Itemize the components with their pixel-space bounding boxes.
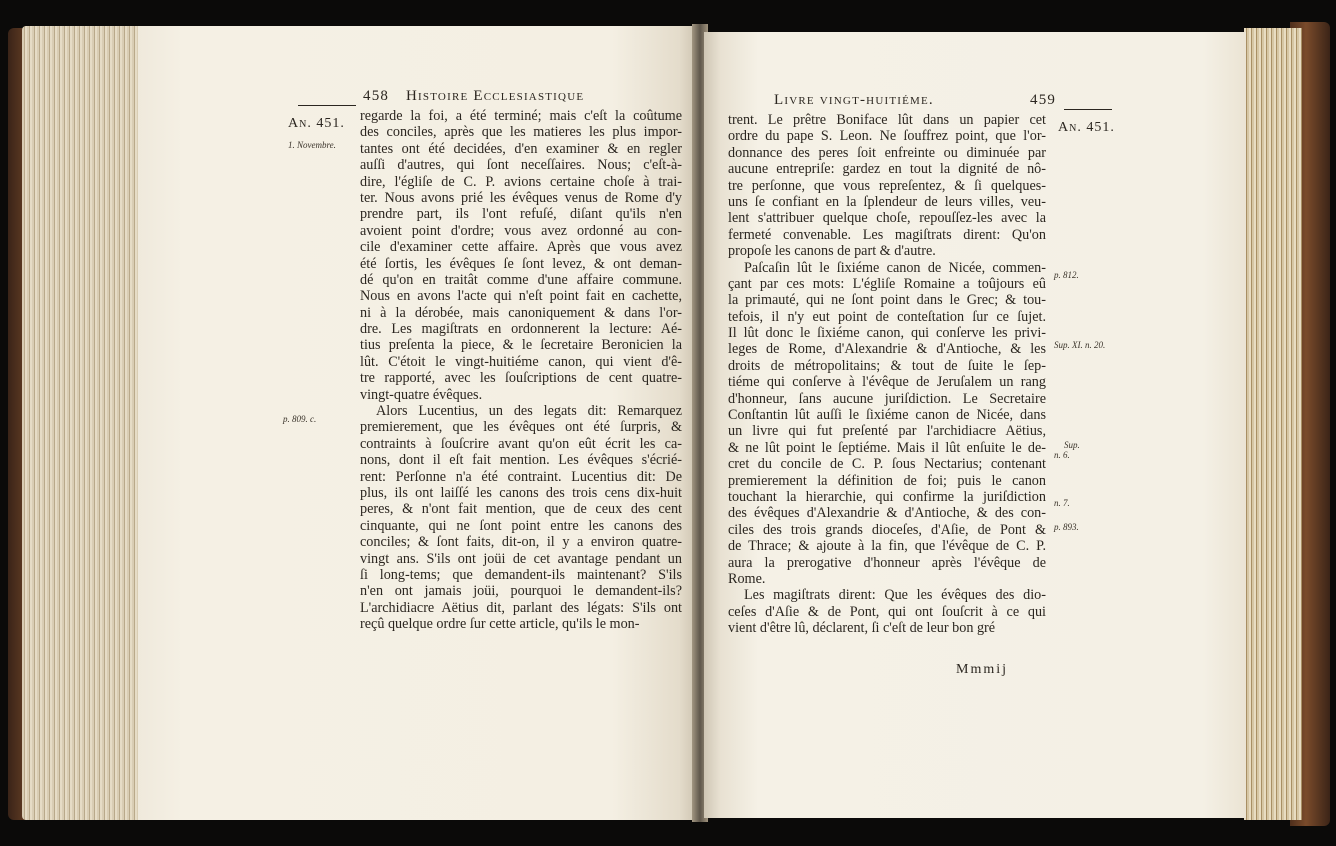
text-line: Conſtantin lût auſſi le ſixiéme canon de Nicée, dans xyxy=(728,407,1046,424)
text-line: aura la prerogative d'honneur après l'évêque de xyxy=(728,554,1046,571)
right-page xyxy=(704,32,1246,818)
text-line: des évêques d'Alexandrie & d'Antioche, & des con- xyxy=(728,505,1046,522)
text-line: ceſes d'Aſie & de Pont, qui ont ſouſcrit à ce qui xyxy=(728,603,1046,620)
margin-rule xyxy=(298,105,356,106)
left-page xyxy=(138,26,696,820)
text-line: trent. Le prêtre Boniface lût dans un papier cet xyxy=(728,112,1046,128)
text-line: dé qu'on en traitât comme d'une affaire commune. xyxy=(360,271,682,288)
text-line: ni à la dérobée, mais canoniquement & dans l'or- xyxy=(360,304,682,321)
left-running-title: Histoire Ecclesiastique xyxy=(406,88,585,104)
text-line: été ſortis, les évêques ſe ſont levez, & ont deman- xyxy=(360,255,682,272)
text-line: tius preſenta la piece, & le ſecretaire Beronicien la xyxy=(360,337,682,354)
right-margin-note-1: p. 812. xyxy=(1054,270,1079,280)
text-line: tiéme qui conſerve à l'évêque de Jeruſalem un rang xyxy=(728,374,1046,391)
right-margin-note-4: n. 6. xyxy=(1054,450,1070,460)
text-line: prendre part, ils l'ont refuſé, diſant qu'ils n'en xyxy=(360,206,682,223)
text-line: droits de métropolitains; & tout de ſuite le ſep- xyxy=(728,357,1046,374)
text-line: n'en ont jamais joüi, pourquoi le demandent-ils? xyxy=(360,583,682,600)
left-page-text xyxy=(360,108,682,633)
right-page-edges xyxy=(1244,28,1302,820)
text-line: regarde la foi, a été terminé; mais c'eſt la coûtume xyxy=(360,108,682,124)
text-line: lût. C'étoit le vingt-huitiéme canon, qui vient d'ê- xyxy=(360,353,682,370)
right-running-title: Livre vingt-huitiéme. xyxy=(774,92,934,108)
right-margin-year: An. 451. xyxy=(1058,120,1115,135)
left-margin-year: An. 451. xyxy=(288,116,345,131)
text-line: Les magiſtrats dirent: Que les évêques des dio- xyxy=(744,587,1046,604)
text-line: contraints à ſouſcrire avant qu'on eût écrit les ca- xyxy=(360,435,682,452)
text-line: ordre du pape S. Leon. Ne ſouffrez point, que l'or- xyxy=(728,128,1046,145)
left-margin-date: 1. Novembre. xyxy=(288,140,336,150)
text-line: Paſcaſin lût le ſixiéme canon de Nicée, commen- xyxy=(744,259,1046,276)
text-line: un livre qui fut preſenté par l'archidiacre Aëtius, xyxy=(728,423,1046,440)
left-margin-ref: p. 809. c. xyxy=(283,414,317,424)
text-line: çant par ces mots: L'égliſe Romaine a toûjours eû xyxy=(728,275,1046,292)
text-line: des conciles, après que les matieres les plus impor- xyxy=(360,124,682,141)
text-line: plus, ils ont laiſſé les canons des trois cens dix-huit xyxy=(360,484,682,501)
text-line: ſi long-tems; que demandent-ils maintenant? S'ils xyxy=(360,566,682,583)
text-line: dire, l'égliſe de C. P. avions certaine choſe à trai- xyxy=(360,173,682,190)
text-line: vient d'être lû, déclarent, ſi c'eſt de leur bon gré xyxy=(728,620,996,637)
text-line: tre rapporté, avec les ſouſcriptions de cent quatre- xyxy=(360,370,682,387)
text-line: tefois, il n'y eut point de conteſtation ſur ce ſujet. xyxy=(728,308,1046,325)
text-line: auſſi d'autres, qui ſont neceſſaires. Nous; c'eſt-à- xyxy=(360,157,682,174)
text-line: vingt-quatre évêques. xyxy=(360,386,483,403)
text-line: Alors Lucentius, un des legats dit: Remarquez xyxy=(376,403,682,420)
text-line: de Thrace; & ajoute à la fin, que l'évêque de C. P. xyxy=(728,538,1046,555)
text-line: Nous en avons l'acte qui n'eſt point fait en cachette, xyxy=(360,288,682,305)
text-line: Rome. xyxy=(728,570,766,587)
text-line: tre perſonne, que vous repreſentez, & ſi quelques- xyxy=(728,177,1046,194)
text-line: d'honneur, ſans aucune juriſdiction. Le Secretaire xyxy=(728,390,1046,407)
text-line: cret du concile de C. P. ſous Nectarius; contenant xyxy=(728,456,1046,473)
text-line: lent s'attribuer quelque choſe, repouſſez-les avec la xyxy=(728,210,1046,227)
text-line: premierement la définition de foi; puis le canon xyxy=(728,472,1046,489)
right-margin-note-3: Sup. xyxy=(1064,440,1080,450)
left-page-number: 458 xyxy=(363,88,390,104)
right-page-number: 459 xyxy=(1030,92,1057,108)
text-line: vingt ans. S'ils ont joüi de cet avantage pendant un xyxy=(360,550,682,567)
text-line: ter. Nous avons prié les évêques venus de Rome d'y xyxy=(360,189,682,206)
text-line: fermeté convenable. Les magiſtrats dirent: Qu'on xyxy=(728,226,1046,243)
text-line: premierement, que les évêques ont été ſurpris, & xyxy=(360,419,682,436)
text-line: touchant la hierarchie, qui confirme la juriſdiction xyxy=(728,488,1046,505)
text-line: propoſe les canons de part & d'autre. xyxy=(728,243,936,260)
text-line: rent: Perſonne n'a été contraint. Lucentius dit: De xyxy=(360,468,682,485)
text-line: & ne lût point le ſeptiéme. Mais il lût enſuite le de- xyxy=(728,439,1046,456)
text-line: conciles; & ſont faits, dit-on, il y a environ quatre- xyxy=(360,534,682,551)
text-line: ciles des trois grands dioceſes, d'Aſie, de Pont & xyxy=(728,521,1046,538)
text-line: tantes ont été decidées, d'en examiner & en regler xyxy=(360,140,682,157)
text-line: reçû quelque ordre ſur cette article, qu'ils le mon- xyxy=(360,616,640,633)
text-line: Il lût donc le ſixiéme canon, qui conſerve les privi- xyxy=(728,325,1046,342)
text-line: uns ſe confiant en la ſplendeur de leurs villes, veu- xyxy=(728,193,1046,210)
text-line: nons, dont il eſt fait mention. Les évêques s'écrié- xyxy=(360,452,682,469)
text-line: cinquante, qui ne ſont point entre les canons des xyxy=(360,517,682,534)
text-line: la primauté, qui ne ſont point dans le Grec; & tou- xyxy=(728,292,1046,309)
text-line: avoient point d'ordre; vous avez ordonné au con- xyxy=(360,222,682,239)
right-page-text xyxy=(728,112,1046,637)
text-line: dre. Les magiſtrats en ordonnerent la lecture: Aé- xyxy=(360,321,682,338)
left-page-edges xyxy=(22,26,144,820)
text-line: L'archidiacre Aëtius dit, parlant des légats: S'ils ont xyxy=(360,599,682,616)
text-line: donnance des peres ſoit enfreinte ou diminuée par xyxy=(728,144,1046,161)
margin-rule-right xyxy=(1064,109,1112,110)
right-margin-note-5: n. 7. xyxy=(1054,498,1070,508)
text-line: leges de Rome, d'Alexandrie & d'Antioche, & les xyxy=(728,341,1046,358)
text-line: peres, & n'ont fait mention, que de ceux des cent xyxy=(360,501,682,518)
right-margin-note-6: p. 893. xyxy=(1054,522,1079,532)
text-line: cile d'examiner cette affaire. Après que vous avez xyxy=(360,239,682,256)
catchword-signature: Mmmij xyxy=(956,662,1009,677)
text-line: aucune entrepriſe: gardez en tout la dignité de nô- xyxy=(728,161,1046,178)
right-margin-note-2: Sup. XI. n. 20. xyxy=(1054,340,1106,350)
